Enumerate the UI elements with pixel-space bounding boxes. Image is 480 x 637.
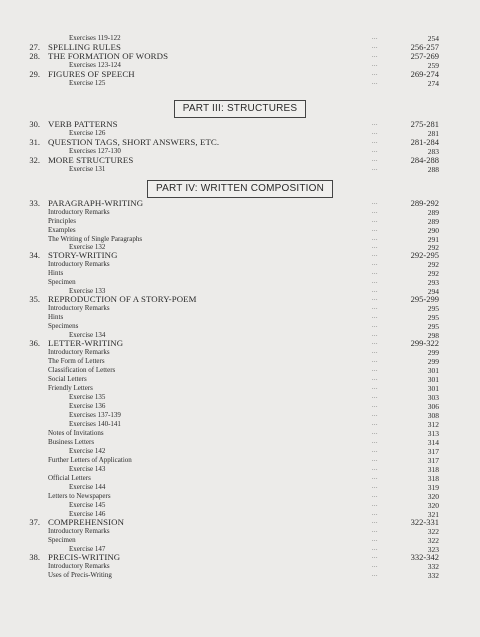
dot-leader: ... (372, 80, 378, 86)
dot-leader: ... (372, 340, 378, 346)
subentry-title: Exercise 146 (69, 510, 106, 518)
chapter-title: QUESTION TAGS, SHORT ANSWERS, ETC. (48, 137, 220, 147)
chapter-number: 34. (29, 250, 40, 260)
dot-leader: ... (372, 511, 378, 517)
chapter-number: 38. (29, 552, 40, 562)
dot-leader: ... (372, 305, 378, 311)
page-number: 301 (427, 384, 439, 393)
subentry-title: Exercise 147 (69, 545, 106, 553)
chapter-title: COMPREHENSION (48, 517, 125, 527)
subentry-title: Introductory Remarks (48, 208, 110, 216)
subentry-title: Hints (48, 313, 64, 321)
page-number: 295 (427, 304, 439, 313)
dot-leader: ... (372, 71, 378, 77)
page-number: 288 (427, 165, 439, 174)
chapter-title: STORY-WRITING (48, 250, 118, 260)
page-number: 293 (427, 278, 439, 287)
dot-leader: ... (372, 130, 378, 136)
dot-leader: ... (372, 296, 378, 302)
subentry-title: Principles (48, 217, 76, 225)
page-number: 301 (427, 375, 439, 384)
dot-leader: ... (372, 376, 378, 382)
chapter-title: PRECIS-WRITING (48, 552, 121, 562)
page-number: 295 (427, 322, 439, 331)
dot-leader: ... (372, 236, 378, 242)
dot-leader: ... (372, 139, 378, 145)
page-number: 292 (427, 243, 439, 252)
dot-leader: ... (372, 493, 378, 499)
dot-leader: ... (372, 554, 378, 560)
chapter-number: 29. (29, 69, 40, 79)
dot-leader: ... (372, 412, 378, 418)
dot-leader: ... (372, 209, 378, 215)
dot-leader: ... (372, 367, 378, 373)
page-number: 322 (427, 527, 439, 536)
dot-leader: ... (372, 279, 378, 285)
dot-leader: ... (372, 62, 378, 68)
subentry-title: Friendly Letters (48, 384, 93, 392)
page-number: 301 (427, 366, 439, 375)
dot-leader: ... (372, 421, 378, 427)
chapter-number: 33. (29, 198, 40, 208)
subentry-title: Introductory Remarks (48, 260, 110, 268)
part-heading-label: PART III: STRUCTURES (174, 100, 307, 118)
dot-leader: ... (372, 484, 378, 490)
page-number: 321 (427, 510, 439, 519)
subentry-title: Examples (48, 226, 76, 234)
dot-leader: ... (372, 385, 378, 391)
chapter-title: PARAGRAPH-WRITING (48, 198, 144, 208)
part-heading (0, 178, 480, 198)
page-number: 259 (427, 61, 439, 70)
page-number: 319 (427, 483, 439, 492)
page-number: 289 (427, 217, 439, 226)
dot-leader: ... (372, 475, 378, 481)
page-number: 332-342 (410, 552, 439, 562)
dot-leader: ... (372, 288, 378, 294)
subentry-title: Letters to Newspapers (48, 492, 111, 500)
page-number: 312 (427, 420, 439, 429)
chapter-title: REPRODUCTION OF A STORY-POEM (48, 294, 197, 304)
dot-leader: ... (372, 252, 378, 258)
dot-leader: ... (372, 314, 378, 320)
chapter-title: SPELLING RULES (48, 42, 121, 52)
page-number: 332 (427, 562, 439, 571)
page-number: 289-292 (410, 198, 439, 208)
page-number: 295 (427, 313, 439, 322)
dot-leader: ... (372, 448, 378, 454)
page-number: 284-288 (410, 155, 439, 165)
dot-leader: ... (372, 519, 378, 525)
page-number: 292-295 (410, 250, 439, 260)
chapter-title: THE FORMATION OF WORDS (48, 51, 169, 61)
dot-leader: ... (372, 121, 378, 127)
page-number: 314 (427, 438, 439, 447)
page-number: 290 (427, 226, 439, 235)
page-number: 318 (427, 465, 439, 474)
dot-leader: ... (372, 430, 378, 436)
dot-leader: ... (372, 35, 378, 41)
page-number: 269-274 (410, 69, 439, 79)
subentry-title: Exercise 135 (69, 393, 106, 401)
page-number: 256-257 (410, 42, 439, 52)
dot-leader: ... (372, 349, 378, 355)
page-number: 332 (427, 571, 439, 580)
dot-leader: ... (372, 403, 378, 409)
page-number: 294 (427, 287, 439, 296)
page-number: 257-269 (410, 51, 439, 61)
chapter-number: 31. (29, 137, 40, 147)
dot-leader: ... (372, 466, 378, 472)
subentry-title: Business Letters (48, 438, 95, 446)
dot-leader: ... (372, 270, 378, 276)
dot-leader: ... (372, 572, 378, 578)
page-number: 299 (427, 348, 439, 357)
dot-leader: ... (372, 227, 378, 233)
page-number: 313 (427, 429, 439, 438)
subentry-title: The Writing of Single Paragraphs (48, 235, 143, 243)
dot-leader: ... (372, 528, 378, 534)
part-heading (0, 98, 480, 118)
page-number: 317 (427, 456, 439, 465)
dot-leader: ... (372, 157, 378, 163)
dot-leader: ... (372, 261, 378, 267)
page-number: 299 (427, 357, 439, 366)
subentry-title: The Form of Letters (48, 357, 105, 365)
page-number: 283 (427, 147, 439, 156)
subentry-title: Exercise 136 (69, 402, 106, 410)
subentry-title: Introductory Remarks (48, 527, 110, 535)
page-number: 318 (427, 474, 439, 483)
dot-leader: ... (372, 244, 378, 250)
page-number: 281-284 (410, 137, 439, 147)
dot-leader: ... (372, 439, 378, 445)
subentry-title: Exercises 123-124 (69, 61, 121, 69)
subentry-title: Introductory Remarks (48, 304, 110, 312)
subentry-title: Social Letters (48, 375, 87, 383)
subentry-title: Exercise 125 (69, 79, 106, 87)
dot-leader: ... (372, 394, 378, 400)
page-number: 281 (427, 129, 439, 138)
page-number: 299-322 (410, 338, 439, 348)
dot-leader: ... (372, 218, 378, 224)
page-number: 322-331 (410, 517, 439, 527)
chapter-title: FIGURES OF SPEECH (48, 69, 135, 79)
dot-leader: ... (372, 358, 378, 364)
subentry-title: Classification of Letters (48, 366, 116, 374)
chapter-number: 36. (29, 338, 40, 348)
page-number: 303 (427, 393, 439, 402)
subentry-title: Exercise 132 (69, 243, 106, 251)
chapter-title: LETTER-WRITING (48, 338, 124, 348)
page-number: 275-281 (410, 119, 439, 129)
dot-leader: ... (372, 457, 378, 463)
subentry-title: Introductory Remarks (48, 562, 110, 570)
subentry-title: Further Letters of Application (48, 456, 132, 464)
subentry-title: Official Letters (48, 474, 91, 482)
page-number: 323 (427, 545, 439, 554)
subentry-title: Exercise 143 (69, 465, 106, 473)
subentry-title: Exercise 145 (69, 501, 106, 509)
subentry-title: Specimen (48, 536, 76, 544)
subentry-title: Exercise 126 (69, 129, 106, 137)
dot-leader: ... (372, 563, 378, 569)
page-number: 254 (427, 34, 439, 43)
subentry-title: Exercises 140-141 (69, 420, 121, 428)
dot-leader: ... (372, 546, 378, 552)
subentry-title: Exercises 127-130 (69, 147, 121, 155)
dot-leader: ... (372, 200, 378, 206)
subentry-title: Exercise 134 (69, 331, 106, 339)
page-number: 292 (427, 260, 439, 269)
page-number: 322 (427, 536, 439, 545)
part-heading-label: PART IV: WRITTEN COMPOSITION (147, 180, 333, 198)
dot-leader: ... (372, 148, 378, 154)
chapter-number: 32. (29, 155, 40, 165)
subentry-title: Exercise 144 (69, 483, 106, 491)
page-number: 274 (427, 79, 439, 88)
subentry-title: Notes of Invitations (48, 429, 104, 437)
page-number: 317 (427, 447, 439, 456)
subentry-title: Hints (48, 269, 64, 277)
page-number: 320 (427, 492, 439, 501)
page-number: 298 (427, 331, 439, 340)
subentry-title: Introductory Remarks (48, 348, 110, 356)
subentry-title: Specimens (48, 322, 79, 330)
dot-leader: ... (372, 537, 378, 543)
chapter-number: 28. (29, 51, 40, 61)
subentry-title: Uses of Precis-Writing (48, 571, 112, 579)
chapter-number: 35. (29, 294, 40, 304)
dot-leader: ... (372, 53, 378, 59)
chapter-number: 37. (29, 517, 40, 527)
subentry-title: Exercises 137-139 (69, 411, 121, 419)
page-number: 291 (427, 235, 439, 244)
subentry-title: Specimen (48, 278, 76, 286)
page-number: 295-299 (410, 294, 439, 304)
page-number: 292 (427, 269, 439, 278)
dot-leader: ... (372, 332, 378, 338)
page-number: 308 (427, 411, 439, 420)
subentry-title: Exercise 133 (69, 287, 106, 295)
chapter-number: 27. (29, 42, 40, 52)
subentry-title: Exercise 142 (69, 447, 106, 455)
dot-leader: ... (372, 323, 378, 329)
page-number: 320 (427, 501, 439, 510)
chapter-number: 30. (29, 119, 40, 129)
chapter-title: VERB PATTERNS (48, 119, 118, 129)
chapter-title: MORE STRUCTURES (48, 155, 134, 165)
page-number: 306 (427, 402, 439, 411)
page-number: 289 (427, 208, 439, 217)
subentry-title: Exercises 119-122 (69, 34, 121, 42)
subentry-title: Exercise 131 (69, 165, 106, 173)
dot-leader: ... (372, 44, 378, 50)
dot-leader: ... (372, 166, 378, 172)
dot-leader: ... (372, 502, 378, 508)
